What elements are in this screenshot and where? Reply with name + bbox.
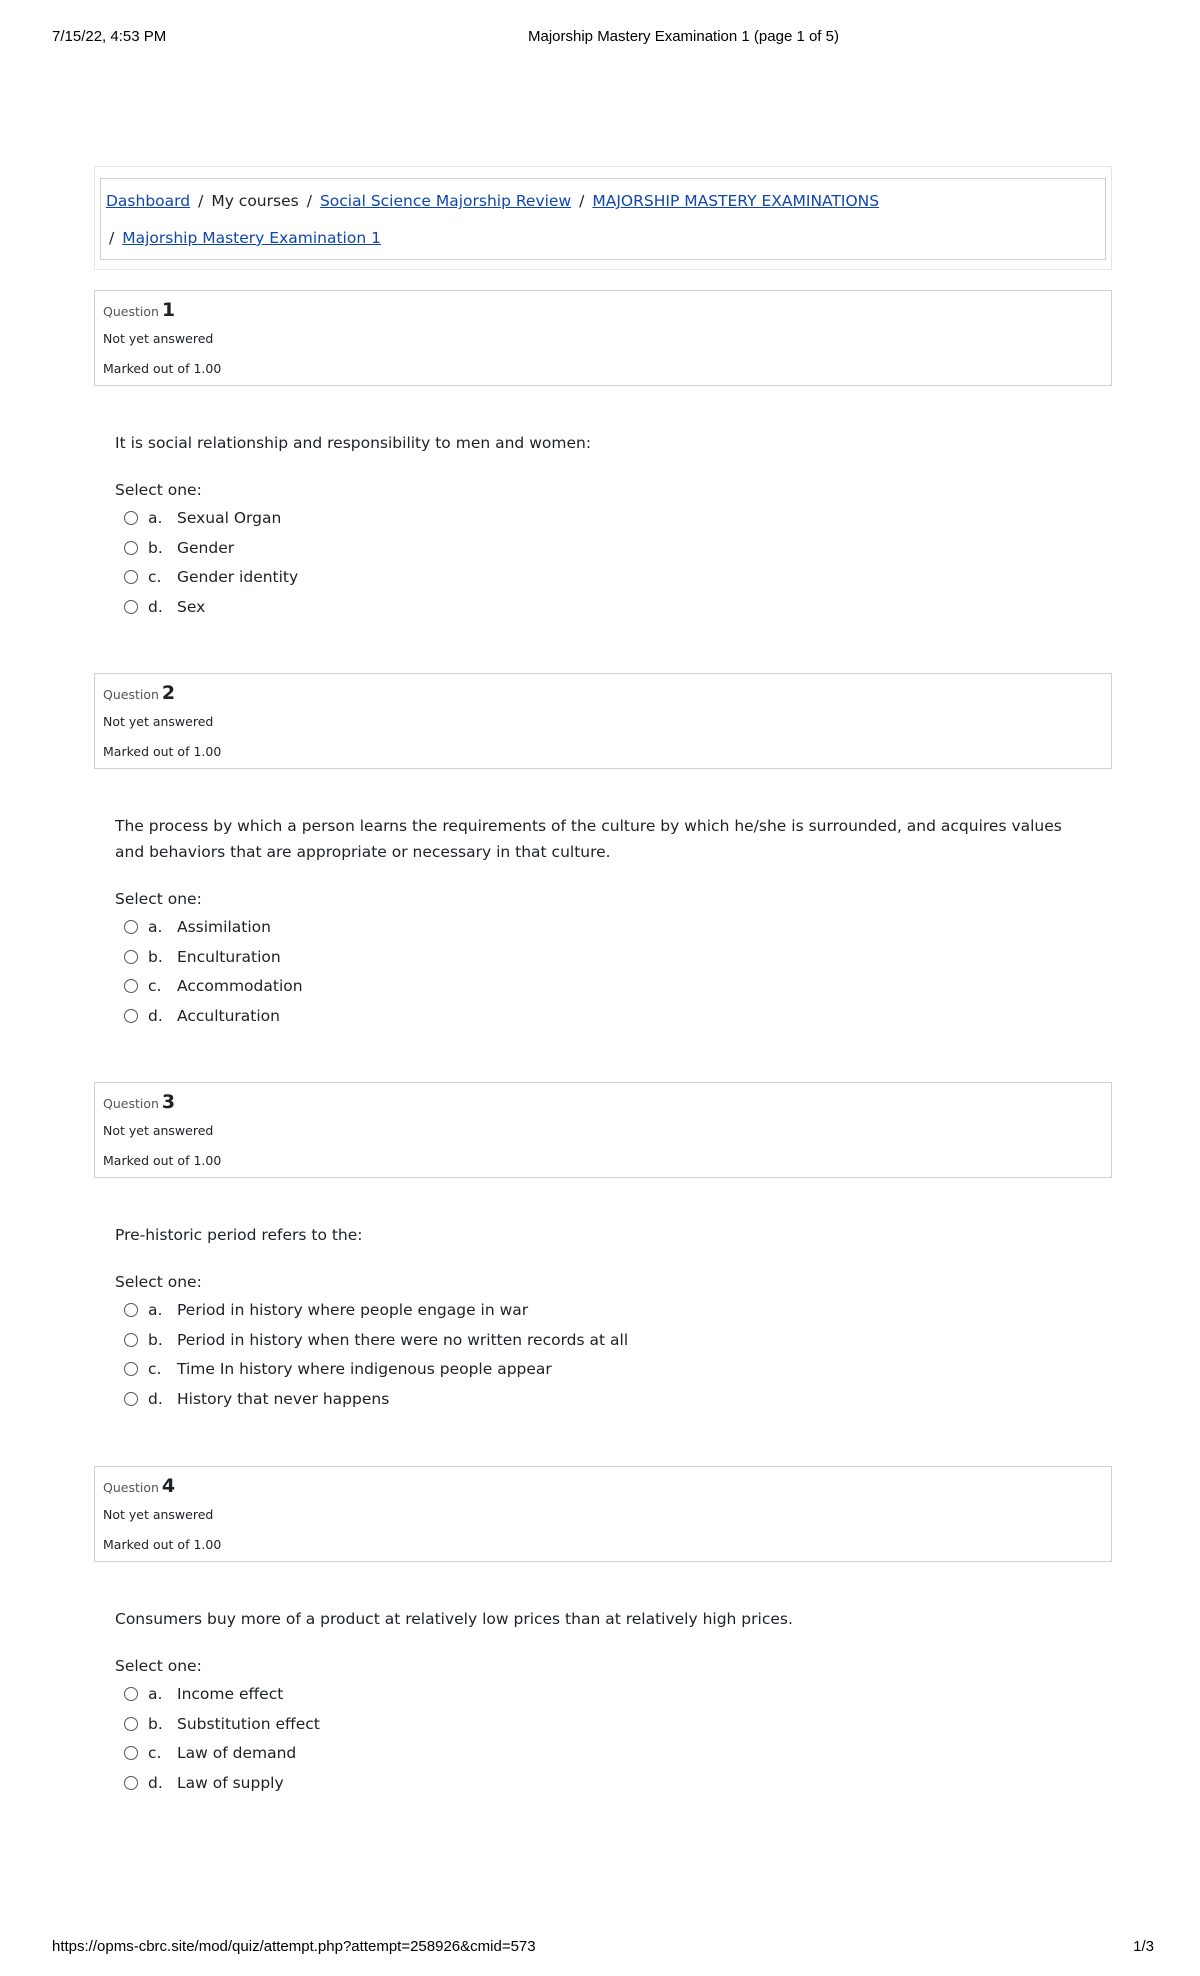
answer-text: Time In history where indigenous people appear bbox=[177, 1360, 552, 1378]
radio-button[interactable] bbox=[124, 979, 138, 993]
answer-letter: d. bbox=[148, 1773, 163, 1792]
answer-text: Accommodation bbox=[177, 977, 303, 995]
breadcrumb-item-my-courses: My courses bbox=[211, 192, 299, 210]
question-label: Question bbox=[103, 1096, 159, 1111]
print-page-number: 1/3 bbox=[1133, 1938, 1154, 1955]
radio-button[interactable] bbox=[124, 600, 138, 614]
question-label: Question bbox=[103, 1480, 159, 1495]
question-number-value: 2 bbox=[161, 682, 176, 704]
answer-option-d[interactable] bbox=[124, 598, 924, 628]
breadcrumb-separator: / bbox=[579, 192, 585, 210]
answer-letter: c. bbox=[148, 1360, 162, 1378]
answer-letter: b. bbox=[148, 538, 163, 557]
answer-text: Assimilation bbox=[177, 918, 271, 936]
answer-text: Gender bbox=[177, 538, 235, 557]
answer-list bbox=[124, 509, 924, 627]
answer-option-b[interactable] bbox=[124, 948, 924, 978]
answer-letter: d. bbox=[148, 1389, 163, 1408]
answer-letter: b. bbox=[148, 1714, 163, 1733]
answer-option-a[interactable] bbox=[124, 509, 924, 539]
question-state: Not yet answered bbox=[103, 1507, 214, 1522]
answer-letter: a. bbox=[148, 1685, 163, 1703]
answer-letter: d. bbox=[148, 597, 163, 616]
breadcrumb-item-quiz[interactable]: Majorship Mastery Examination 1 bbox=[122, 229, 381, 247]
radio-button[interactable] bbox=[124, 541, 138, 555]
question-number bbox=[103, 1091, 175, 1113]
question-grade: Marked out of 1.00 bbox=[103, 744, 222, 759]
answer-option-a[interactable] bbox=[124, 1685, 924, 1715]
answer-option-a[interactable] bbox=[124, 918, 924, 948]
answer-text: Enculturation bbox=[177, 947, 281, 966]
answer-option-c[interactable] bbox=[124, 1360, 924, 1390]
answer-option-c[interactable] bbox=[124, 977, 924, 1007]
breadcrumb bbox=[100, 178, 1106, 260]
radio-button[interactable] bbox=[124, 1687, 138, 1701]
answer-option-d[interactable] bbox=[124, 1390, 924, 1420]
answer-letter: d. bbox=[148, 1006, 163, 1025]
radio-button[interactable] bbox=[124, 570, 138, 584]
answer-list bbox=[124, 1685, 924, 1803]
question-grade: Marked out of 1.00 bbox=[103, 1537, 222, 1552]
answer-option-d[interactable] bbox=[124, 1007, 924, 1037]
answer-letter: c. bbox=[148, 1744, 162, 1762]
radio-button[interactable] bbox=[124, 1333, 138, 1347]
select-one-prompt: Select one: bbox=[115, 1273, 202, 1291]
question-info-1 bbox=[94, 290, 1112, 386]
answer-letter: b. bbox=[148, 947, 163, 966]
print-datetime: 7/15/22, 4:53 PM bbox=[52, 28, 167, 45]
breadcrumb-separator: / bbox=[109, 229, 115, 247]
answer-text: Acculturation bbox=[177, 1006, 280, 1025]
question-grade: Marked out of 1.00 bbox=[103, 1153, 222, 1168]
breadcrumb-item-dashboard[interactable]: Dashboard bbox=[106, 192, 191, 210]
question-text: Consumers buy more of a product at relatively low prices than at relatively high prices. bbox=[115, 1610, 793, 1628]
question-number bbox=[103, 299, 175, 321]
select-one-prompt: Select one: bbox=[115, 890, 202, 908]
breadcrumb-separator: / bbox=[306, 192, 312, 210]
select-one-prompt: Select one: bbox=[115, 481, 202, 499]
answer-option-b[interactable] bbox=[124, 1331, 924, 1361]
radio-button[interactable] bbox=[124, 950, 138, 964]
answer-text: Substitution effect bbox=[177, 1714, 320, 1733]
answer-option-b[interactable] bbox=[124, 539, 924, 569]
question-info-2 bbox=[94, 673, 1112, 769]
breadcrumb-item-course[interactable]: Social Science Majorship Review bbox=[319, 192, 572, 210]
answer-text: Income effect bbox=[177, 1685, 284, 1703]
radio-button[interactable] bbox=[124, 1009, 138, 1023]
question-text: Pre-historic period refers to the: bbox=[115, 1226, 363, 1244]
answer-text: Sex bbox=[177, 597, 206, 616]
question-info-3 bbox=[94, 1082, 1112, 1178]
answer-letter: b. bbox=[148, 1330, 163, 1349]
answer-text: Period in history where people engage in war bbox=[177, 1301, 529, 1319]
answer-list bbox=[124, 918, 924, 1036]
radio-button[interactable] bbox=[124, 1303, 138, 1317]
question-grade: Marked out of 1.00 bbox=[103, 361, 222, 376]
question-number-value: 4 bbox=[161, 1475, 176, 1497]
answer-option-d[interactable] bbox=[124, 1774, 924, 1804]
radio-button[interactable] bbox=[124, 1717, 138, 1731]
radio-button[interactable] bbox=[124, 1362, 138, 1376]
question-state: Not yet answered bbox=[103, 1123, 214, 1138]
answer-option-c[interactable] bbox=[124, 568, 924, 598]
answer-text: Period in history when there were no written records at all bbox=[177, 1330, 629, 1349]
answer-text: Sexual Organ bbox=[177, 509, 282, 527]
answer-text: Law of demand bbox=[177, 1744, 297, 1762]
answer-option-a[interactable] bbox=[124, 1301, 924, 1331]
print-url: https://opms-cbrc.site/mod/quiz/attempt.php?attempt=258926&cmid=573 bbox=[52, 1938, 536, 1955]
radio-button[interactable] bbox=[124, 511, 138, 525]
answer-letter: c. bbox=[148, 977, 162, 995]
question-label: Question bbox=[103, 304, 159, 319]
answer-option-c[interactable] bbox=[124, 1744, 924, 1774]
question-text: It is social relationship and responsibility to men and women: bbox=[115, 434, 592, 452]
question-number-value: 3 bbox=[161, 1091, 176, 1113]
radio-button[interactable] bbox=[124, 1746, 138, 1760]
answer-option-b[interactable] bbox=[124, 1715, 924, 1745]
question-state: Not yet answered bbox=[103, 714, 214, 729]
radio-button[interactable] bbox=[124, 920, 138, 934]
question-number bbox=[103, 1475, 175, 1497]
print-header bbox=[0, 28, 1200, 52]
answer-text: History that never happens bbox=[177, 1389, 390, 1408]
answer-letter: a. bbox=[148, 1301, 163, 1319]
answer-letter: a. bbox=[148, 509, 163, 527]
answer-letter: a. bbox=[148, 918, 163, 936]
question-number bbox=[103, 682, 175, 704]
question-label: Question bbox=[103, 687, 159, 702]
answer-list bbox=[124, 1301, 924, 1419]
question-state: Not yet answered bbox=[103, 331, 214, 346]
radio-button[interactable] bbox=[124, 1392, 138, 1406]
question-text: The process by which a person learns the requirements of the culture by which he/she is surrounded, and acquires values and behaviors that are appropriate or necessary in that culture. bbox=[115, 817, 1062, 861]
breadcrumb-container bbox=[94, 166, 1112, 270]
question-info-4 bbox=[94, 1466, 1112, 1562]
answer-text: Gender identity bbox=[177, 568, 299, 586]
breadcrumb-separator: / bbox=[198, 192, 204, 210]
select-one-prompt: Select one: bbox=[115, 1657, 202, 1675]
radio-button[interactable] bbox=[124, 1776, 138, 1790]
breadcrumb-item-section[interactable]: MAJORSHIP MASTERY EXAMINATIONS bbox=[592, 192, 880, 210]
answer-text: Law of supply bbox=[177, 1773, 284, 1792]
print-title: Majorship Mastery Examination 1 (page 1 of 5) bbox=[528, 28, 839, 45]
answer-letter: c. bbox=[148, 568, 162, 586]
question-number-value: 1 bbox=[161, 299, 176, 321]
